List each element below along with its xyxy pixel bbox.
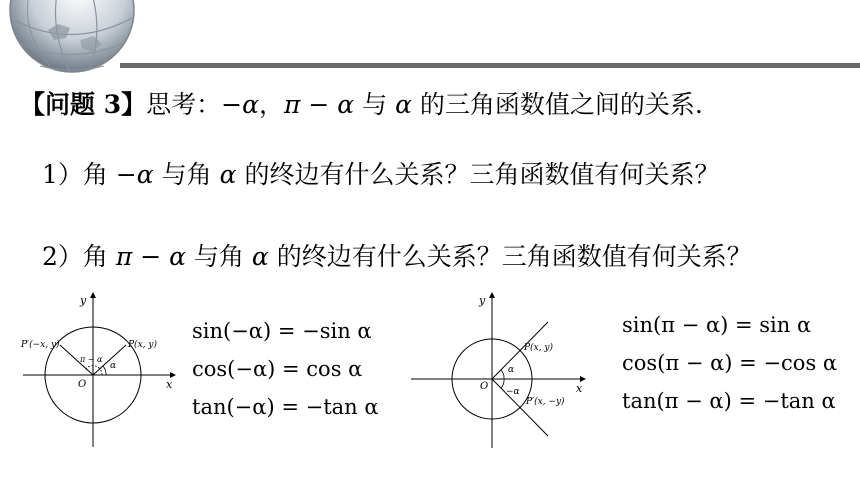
heading-lead: 思考： [146, 90, 222, 119]
problem-heading [20, 88, 703, 122]
angle-arc-neg-alpha [501, 379, 504, 388]
x-axis-label: x [576, 382, 583, 395]
x-axis-label: x [166, 378, 173, 391]
question-expr: −α [115, 160, 154, 189]
point-p-label: P(x, y) [524, 343, 553, 353]
heading-mid: 与 [354, 90, 396, 119]
question-expr: π − α [115, 242, 187, 271]
question-text-tail: 的终边有什么关系？三角函数值有何关系？ [236, 160, 720, 189]
figure-y-axis-symmetry [18, 290, 178, 450]
question-alpha: α [251, 242, 269, 271]
heading-expr-alpha: α [395, 90, 412, 119]
question-text-tail: 的终边有什么关系？三角函数值有何关系？ [268, 242, 752, 271]
point-p-prime-label: P′(x, −y) [526, 397, 565, 407]
angle-alpha-label: α [508, 365, 515, 375]
formula-tan-neg-alpha: tan(−α) = −tan α [192, 395, 379, 419]
problem-tag: 【问题 3】 [20, 90, 147, 119]
point-p-prime-label: P′(−x, y) [21, 340, 60, 350]
question-number: 2） [42, 242, 83, 271]
formula-cos-neg-alpha: cos(−α) = cos α [192, 357, 363, 381]
angle-arc-alpha [103, 366, 106, 375]
globe-icon [0, 0, 135, 82]
question-text-mid: 与角 [153, 160, 220, 189]
y-axis-arrow [90, 292, 96, 298]
formulas-negative-alpha [192, 312, 379, 426]
y-axis-label: y [80, 294, 87, 307]
origin-label: O [78, 379, 87, 390]
formula-tan-pi-minus-alpha: tan(π − α) = −tan α [622, 389, 836, 413]
point-p-label: P(x, y) [128, 340, 157, 350]
header-divider [120, 63, 860, 68]
question-text-pre: 角 [82, 242, 116, 271]
angle-arc-alpha [501, 370, 504, 379]
formula-sin-neg-alpha: sin(−α) = −sin α [192, 319, 372, 343]
origin-label: O [480, 381, 489, 392]
heading-expr-pi-minus-alpha: π − α [284, 90, 355, 119]
terminal-side-p-prime [492, 379, 548, 436]
y-axis-arrow [489, 292, 495, 298]
formula-sin-pi-minus-alpha: sin(π − α) = sin α [622, 313, 812, 337]
y-axis-label: y [479, 294, 486, 307]
heading-expr-neg-alpha: −α [221, 90, 259, 119]
figure-x-axis-symmetry [408, 290, 588, 450]
heading-tail: 的三角函数值之间的关系. [411, 90, 703, 119]
question-number: 1） [42, 160, 83, 189]
question-text-mid: 与角 [186, 242, 252, 271]
angle-alpha-label: α [110, 361, 117, 371]
question-1 [42, 158, 719, 192]
angle-neg-alpha-label: −α [506, 387, 520, 397]
question-2 [42, 240, 752, 274]
angle-pi-minus-alpha-label: π − α [80, 355, 103, 364]
question-text-pre: 角 [82, 160, 116, 189]
formulas-pi-minus-alpha [622, 306, 837, 420]
formula-cos-pi-minus-alpha: cos(π − α) = −cos α [622, 351, 838, 375]
question-alpha: α [219, 160, 237, 189]
heading-separator: ， [259, 90, 285, 119]
